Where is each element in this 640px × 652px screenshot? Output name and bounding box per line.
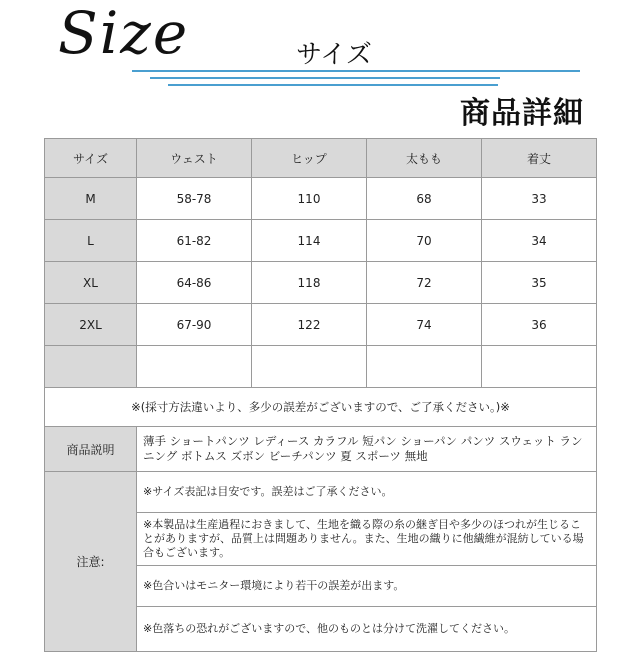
hip-cell: 118 <box>252 262 367 304</box>
size-table <box>44 138 597 652</box>
column-header-waist: ウェスト <box>137 139 252 178</box>
thigh-cell: 70 <box>367 220 482 262</box>
caution-label: 注意: <box>45 472 137 652</box>
size-logo: Size <box>58 0 190 67</box>
description-row <box>45 427 597 472</box>
caution-item: ※色合いはモニター環境により若干の誤差が出ます。 <box>137 566 597 607</box>
table-row-empty <box>45 346 597 388</box>
size-cell: 2XL <box>45 304 137 346</box>
description-label: 商品説明 <box>45 427 137 472</box>
measurement-note-row <box>45 388 597 427</box>
decor-line-2 <box>150 77 500 79</box>
page-title: サイズ <box>296 40 372 70</box>
waist-cell: 58-78 <box>137 178 252 220</box>
hip-cell: 114 <box>252 220 367 262</box>
empty-cell <box>367 346 482 388</box>
measurement-note: ※(採寸方法違いより、多少の誤差がございますので、ご了承ください。)※ <box>45 388 597 427</box>
size-cell: M <box>45 178 137 220</box>
size-cell: L <box>45 220 137 262</box>
caution-item: ※本製品は生産過程におきまして、生地を織る際の糸の継ぎ目や多少のほつれが生じることがありますが、品質上は問題ありません。また、生地の織りに他繊維が混紡している場合もございます。 <box>137 513 597 566</box>
column-header-hip: ヒップ <box>252 139 367 178</box>
length-cell: 36 <box>482 304 597 346</box>
caution-row <box>45 472 597 513</box>
empty-cell <box>137 346 252 388</box>
caution-item: ※サイズ表記は目安です。誤差はご了承ください。 <box>137 472 597 513</box>
column-header-thigh: 太もも <box>367 139 482 178</box>
length-cell: 34 <box>482 220 597 262</box>
hip-cell: 122 <box>252 304 367 346</box>
table-row <box>45 304 597 346</box>
thigh-cell: 68 <box>367 178 482 220</box>
length-cell: 35 <box>482 262 597 304</box>
product-description: 薄手 ショートパンツ レディース カラフル 短パン ショーパン パンツ スウェット ランニング ボトムス ズボン ビーチパンツ 夏 スポーツ 無地 <box>137 427 597 472</box>
thigh-cell: 72 <box>367 262 482 304</box>
empty-cell <box>45 346 137 388</box>
length-cell: 33 <box>482 178 597 220</box>
table-row <box>45 178 597 220</box>
hip-cell: 110 <box>252 178 367 220</box>
size-cell: XL <box>45 262 137 304</box>
empty-cell <box>482 346 597 388</box>
empty-cell <box>252 346 367 388</box>
column-header-length: 着丈 <box>482 139 597 178</box>
decor-line-1 <box>132 70 580 72</box>
table-row <box>45 220 597 262</box>
caution-item: ※色落ちの恐れがございますので、他のものとは分けて洗濯してください。 <box>137 607 597 652</box>
table-header-row <box>45 139 597 178</box>
thigh-cell: 74 <box>367 304 482 346</box>
section-title: 商品詳細 <box>460 96 584 131</box>
waist-cell: 64-86 <box>137 262 252 304</box>
waist-cell: 67-90 <box>137 304 252 346</box>
column-header-size: サイズ <box>45 139 137 178</box>
decor-line-3 <box>168 84 498 86</box>
waist-cell: 61-82 <box>137 220 252 262</box>
table-row <box>45 262 597 304</box>
